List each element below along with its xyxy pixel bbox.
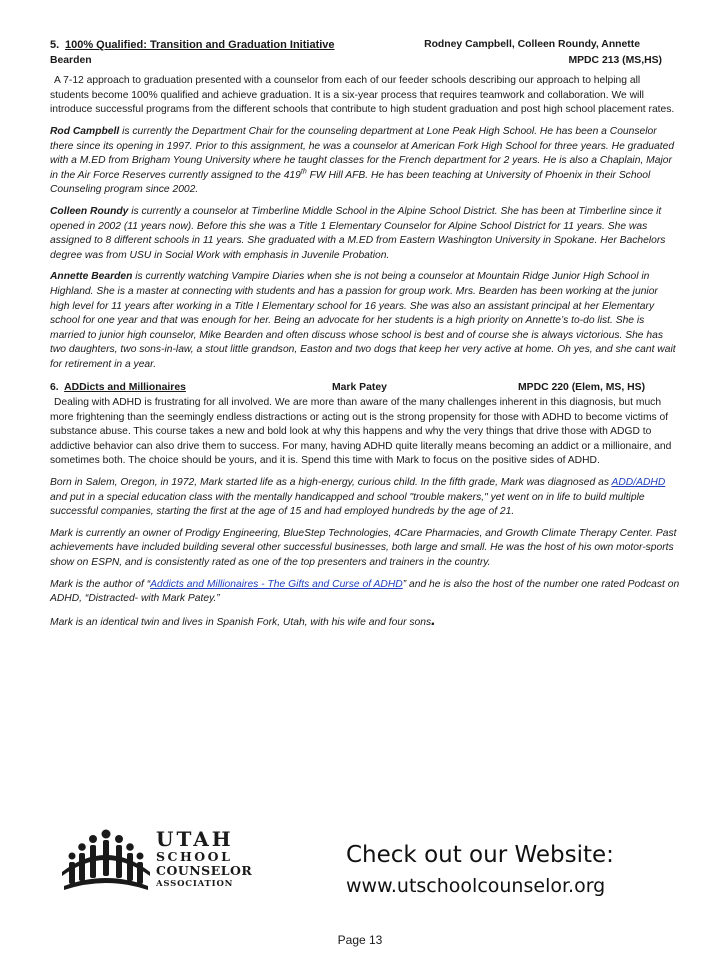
utah-school-counselor-association-logo (60, 828, 290, 898)
session-6-description: Dealing with ADHD is frustrating for all involved. We are more than aware of the many challenges inherent in this diagnosis, but much more frightening than the seemingly endless distractions or acting out is the strong propensity for those with ADHD to become victims of substance abuse. This course takes a new and bold look at why this happens and why the very things that drive those with ADGD to addictive behavior can also drive them to success. For many, having ADHD quite literally means becoming an addict or a millionaire, and sometimes both. The choice should be yours, and it is. Spend this time with Mark to focus on the positive sides of ADHD. (50, 397, 672, 467)
bio-text: ” and he is also the host of the number one rated Podcast on ADHD, “Distracted- with Mark Patey.” (50, 578, 680, 605)
session-5-room: MPDC 213 (MS,HS) (568, 54, 662, 66)
bio-text: FW Hill AFB. He has been teaching at University of Phoenix in their School Counseling program since 2002. (50, 169, 651, 196)
logo-counselor: COUNSELOR (156, 863, 253, 878)
bio-mark-patey-3 (50, 578, 680, 607)
bio-name: Colleen Roundy (50, 205, 129, 217)
bio-text: Born in Salem, Oregon, in 1972, Mark started life as a high-energy, curious child. In the fifth grade, Mark was diagnosed as (50, 477, 612, 489)
session-5-presenters-cont: Bearden (50, 54, 92, 66)
ordinal-suffix: th (300, 168, 307, 176)
bio-annette-bearden (50, 270, 680, 372)
session-5-presenters: Rodney Campbell, Colleen Roundy, Annette (424, 39, 640, 50)
sentence-period: . (431, 611, 436, 629)
bio-rod-campbell (50, 125, 680, 198)
website-heading: Check out our Website: (346, 842, 614, 868)
page-content (50, 38, 680, 637)
book-link[interactable]: Addicts and Millionaires - The Gifts and Curse of ADHD (150, 578, 403, 590)
people-icon (62, 830, 150, 891)
bio-text: is currently a counselor at Timberline Middle School in the Alpine School District. She has been at Timberline since it opened in 2002 (11 years now). Before this she was a Title 1 Elementary Counselor for Alpine School District for 11 years. She was assigned to 8 different schools in 11 years. She graduated with a M.ED from Eastern Washington University in Spokane. Her Bachelors degree was from USU in Social Work with emphasis in Juvenile Probation. (50, 205, 666, 261)
bio-name: Annette Bearden (50, 271, 133, 283)
adhd-link[interactable]: ADD/ADHD (611, 477, 666, 489)
session-6-title: ADDicts and Millionaires (64, 382, 186, 394)
website-callout (346, 840, 614, 900)
session-5-header (50, 38, 680, 68)
session-6-header (50, 381, 680, 396)
bio-text: and put in a special education class with the mentally handicapped and school "trouble makers," yet went on in life to build multiple successful companies, starting the first at the age of 15 and had employed hundreds by the age of 21. (50, 491, 645, 518)
logo-school: SCHOOL (156, 849, 233, 864)
session-6-number: 6. (50, 382, 59, 394)
session-6-presenter: Mark Patey (332, 382, 387, 394)
logo-association: ASSOCIATION (156, 879, 234, 889)
bio-text: is currently watching Vampire Diaries when she is not being a counselor at Mountain Ridge Junior High School in Highland. She is a master at connecting with students and has a passion for group work. Mrs. Bearden has been working at the junior high level for 11 years after working in a Title I Elementary school for 16 years. She was also an assistant principal at her Elementary school for one year and that was enough for her. Being an advocate for her students is a high priority on Annette’s to-do list. She is married to junior high counselor, Mike Bearden and often discuss whose school is best and of course she is always victorious. She has two daughters, two sons-in-law, a stout little grandson, Easton and two dogs that keep her very active at home. Oh yes, and she cant wait for retirement in a year. (50, 271, 676, 370)
bio-text: Mark is an identical twin and lives in Spanish Fork, Utah, with his wife and four sons (50, 616, 432, 628)
website-url[interactable]: www.utschoolcounselor.org (346, 875, 606, 897)
bio-mark-patey-1 (50, 476, 680, 520)
session-5-number: 5. (50, 39, 60, 51)
session-5-description: A 7-12 approach to graduation presented with a counselor from each of our feeder schools describing our approach to helping all students become 100% qualified and achieve graduation. It is a six-year process that requires teamwork and collaboration. We will introduce successful programs from the different schools that contribute to high student graduation and post high school placement rates. (50, 75, 675, 116)
session-5-title: 100% Qualified: Transition and Graduation Initiative (64, 39, 335, 51)
bio-mark-patey-2: Mark is currently an owner of Prodigy Engineering, BlueStep Technologies, 4Care Pharmacies, and Growth Climate Therapy Center. Past achievements have included building several other successful businesses, both large and small. He was the host of his own motor-sports show on ESPN, and is consistently rated as one of the top presenters and trainers in the country. (50, 527, 677, 568)
bio-mark-patey-4 (50, 611, 680, 631)
session-6-room: MPDC 220 (Elem, MS, HS) (518, 382, 646, 394)
bio-text: Mark is the author of “ (50, 578, 151, 590)
bio-text: is currently the Department Chair for the counseling department at Lone Peak High School. He has been a Counselor there since its opening in 1997. Prior to this assignment, he was a counselor at American Fork High School for three years. He graduated with a M.ED from Brigham Young University where he taught classes for the French department for 2 years. He is also a Chaplain, Major in the Air Force Reserves currently assigned to the 419 (50, 125, 675, 181)
bio-name: Rod Campbell (50, 125, 120, 137)
logo-utah: UTAH (156, 828, 234, 851)
bio-colleen-roundy (50, 205, 680, 263)
page-number: Page 13 (337, 933, 383, 947)
